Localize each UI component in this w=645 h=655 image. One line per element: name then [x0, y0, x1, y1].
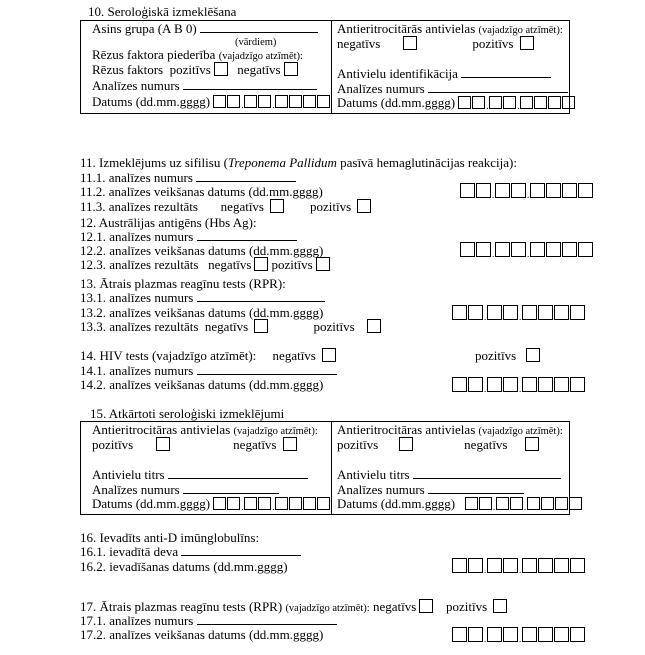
label: Antivielu titrs: [337, 467, 410, 482]
dose-field[interactable]: [181, 544, 301, 556]
positive-checkbox[interactable]: [316, 257, 330, 271]
positive-checkbox[interactable]: [357, 199, 371, 213]
label: 16.2. ievadīšanas datums (dd.mm.gggg): [80, 559, 288, 574]
label: Datums (dd.mm.gggg): [337, 496, 456, 511]
label: 12.1. analīzes numurs: [80, 229, 194, 244]
label: 17.2. analīzes veikšanas datums (dd.mm.gggg): [80, 627, 324, 642]
section-11-title: 11. Izmeklējums uz sifilisu (Treponema Pallidum pasīvā hemaglutinācijas reakcija):: [80, 155, 517, 170]
label: negatīvs: [372, 599, 417, 614]
section-13-title: 13. Ātrais plazmas reagīnu tests (RPR):: [80, 276, 286, 291]
antibody-id-field[interactable]: [461, 66, 551, 78]
antibodies-negative-checkbox[interactable]: [403, 36, 417, 50]
label: Antivielu titrs: [92, 467, 165, 482]
rh-negative-checkbox[interactable]: [284, 62, 298, 76]
label: Antieritrocitāras antivielas: [92, 422, 231, 437]
label: pozitīvs: [310, 199, 352, 214]
mark-hint: (vajadzīgo atzīmēt):: [478, 25, 563, 36]
positive-checkbox[interactable]: [399, 437, 413, 451]
label: negatīvs: [337, 36, 381, 51]
analysis-number-field[interactable]: [197, 290, 325, 302]
analysis-number-field[interactable]: [197, 363, 337, 375]
section-14-title: 14. HIV tests (vajadzīgo atzīmēt):: [80, 348, 257, 363]
analysis-number-field[interactable]: [183, 78, 317, 90]
date-boxes[interactable]: . .: [452, 377, 586, 392]
label: negatīvs: [464, 437, 508, 452]
analysis-number-field[interactable]: [197, 229, 297, 241]
positive-checkbox[interactable]: [156, 437, 170, 451]
label: pozitīvs: [169, 62, 211, 77]
section-10-title: 10. Seroloģiskā izmeklēšana: [88, 4, 237, 19]
rh-belonging-label: Rēzus faktora piederība: [92, 47, 216, 62]
label: Antieritrocitāras antivielas: [337, 422, 476, 437]
analysis-number-field[interactable]: [428, 482, 524, 494]
label: pozitīvs: [472, 36, 514, 51]
label: negatīvs: [208, 257, 252, 272]
negative-checkbox[interactable]: [270, 199, 284, 213]
mark-hint: (vajadzīgo atzīmēt):: [218, 51, 303, 62]
titre-field[interactable]: [168, 467, 308, 479]
date-boxes[interactable]: . .: [213, 497, 331, 510]
analysis-number-field[interactable]: [183, 482, 279, 494]
label: Datums (dd.mm.gggg): [92, 496, 211, 511]
section-16-title: 16. Ievadīts anti-D imūnglobulīns:: [80, 530, 260, 545]
section-17-title: 17. Ātrais plazmas reagīnu tests (RPR): [80, 599, 283, 614]
negative-checkbox[interactable]: [254, 319, 268, 333]
negative-checkbox[interactable]: [525, 437, 539, 451]
mark-hint: (vajadzīgo atzīmēt):: [285, 603, 370, 614]
analysis-number-field[interactable]: [196, 170, 296, 182]
rh-factor-label: Rēzus faktors: [92, 62, 164, 77]
label: pozitīvs: [475, 348, 517, 363]
label: 11.3. analīzes rezultāts: [80, 199, 198, 214]
label: 14.2. analīzes veikšanas datums (dd.mm.gggg): [80, 377, 324, 392]
label: 13.2. analīzes veikšanas datums (dd.mm.gggg): [80, 305, 324, 320]
label: Datums (dd.mm.gggg): [337, 95, 456, 110]
label: 12.2. analīzes veikšanas datums (dd.mm.gggg): [80, 243, 324, 258]
analysis-number-field[interactable]: [428, 81, 568, 93]
negative-checkbox[interactable]: [322, 348, 336, 362]
label: 12.3. analīzes rezultāts: [80, 257, 199, 272]
negative-checkbox[interactable]: [419, 599, 433, 613]
date-boxes[interactable]: . .: [452, 558, 586, 573]
label: 14.1. analīzes numurs: [80, 363, 194, 378]
label: negatīvs: [272, 348, 316, 363]
label: Analīzes numurs: [92, 78, 180, 93]
date-boxes[interactable]: . .: [213, 95, 331, 108]
label: Analīzes numurs: [337, 81, 425, 96]
blood-group-label: Asins grupa (A B 0): [92, 21, 197, 36]
label: pozitīvs: [446, 599, 488, 614]
label: 13.3. analīzes rezultāts: [80, 319, 199, 334]
label: 13.1. analīzes numurs: [80, 290, 194, 305]
positive-checkbox[interactable]: [526, 348, 540, 362]
date-boxes[interactable]: . .: [465, 497, 583, 510]
label: Antivielu identifikācija: [337, 66, 458, 81]
label: negatīvs: [220, 199, 264, 214]
label: 16.1. ievadītā deva: [80, 544, 179, 559]
label: negatīvs: [237, 62, 281, 77]
antibodies-positive-checkbox[interactable]: [520, 36, 534, 50]
negative-checkbox[interactable]: [283, 437, 297, 451]
date-boxes[interactable]: . .: [452, 627, 586, 642]
antibodies-label: Antieritrocitārās antivielas: [337, 21, 476, 36]
date-boxes[interactable]: . .: [460, 183, 594, 198]
positive-checkbox[interactable]: [367, 319, 381, 333]
label: negatīvs: [204, 319, 249, 334]
label: pozitīvs: [313, 319, 355, 334]
negative-checkbox[interactable]: [254, 257, 268, 271]
mark-hint: (vajadzīgo atzīmēt):: [233, 426, 318, 437]
rh-positive-checkbox[interactable]: [214, 62, 228, 76]
label: Analīzes numurs: [337, 482, 425, 497]
analysis-number-field[interactable]: [197, 613, 337, 625]
label: Analīzes numurs: [92, 482, 180, 497]
date-boxes[interactable]: . .: [458, 96, 576, 109]
blood-group-field[interactable]: [200, 21, 318, 33]
titre-field[interactable]: [413, 467, 561, 479]
positive-checkbox[interactable]: [493, 599, 507, 613]
label: pozitīvs: [337, 437, 379, 452]
label: 17.1. analīzes numurs: [80, 613, 194, 628]
date-boxes[interactable]: . .: [460, 242, 594, 257]
label: Datums (dd.mm.gggg): [92, 94, 211, 109]
in-words-hint: (vārdiem): [235, 37, 277, 48]
label: pozitīvs: [271, 257, 313, 272]
label: negatīvs: [233, 437, 277, 452]
section-15-title: 15. Atkārtoti seroloģiski izmeklējumi: [90, 406, 285, 421]
date-boxes[interactable]: . .: [452, 305, 586, 320]
section-12-title: 12. Austrālijas antigēns (Hbs Ag):: [80, 215, 257, 230]
mark-hint: (vajadzīgo atzīmēt):: [478, 426, 563, 437]
label: 11.2. analīzes veikšanas datums (dd.mm.gggg): [80, 184, 323, 199]
label: 11.1. analīzes numurs: [80, 170, 193, 185]
label: pozitīvs: [92, 437, 134, 452]
